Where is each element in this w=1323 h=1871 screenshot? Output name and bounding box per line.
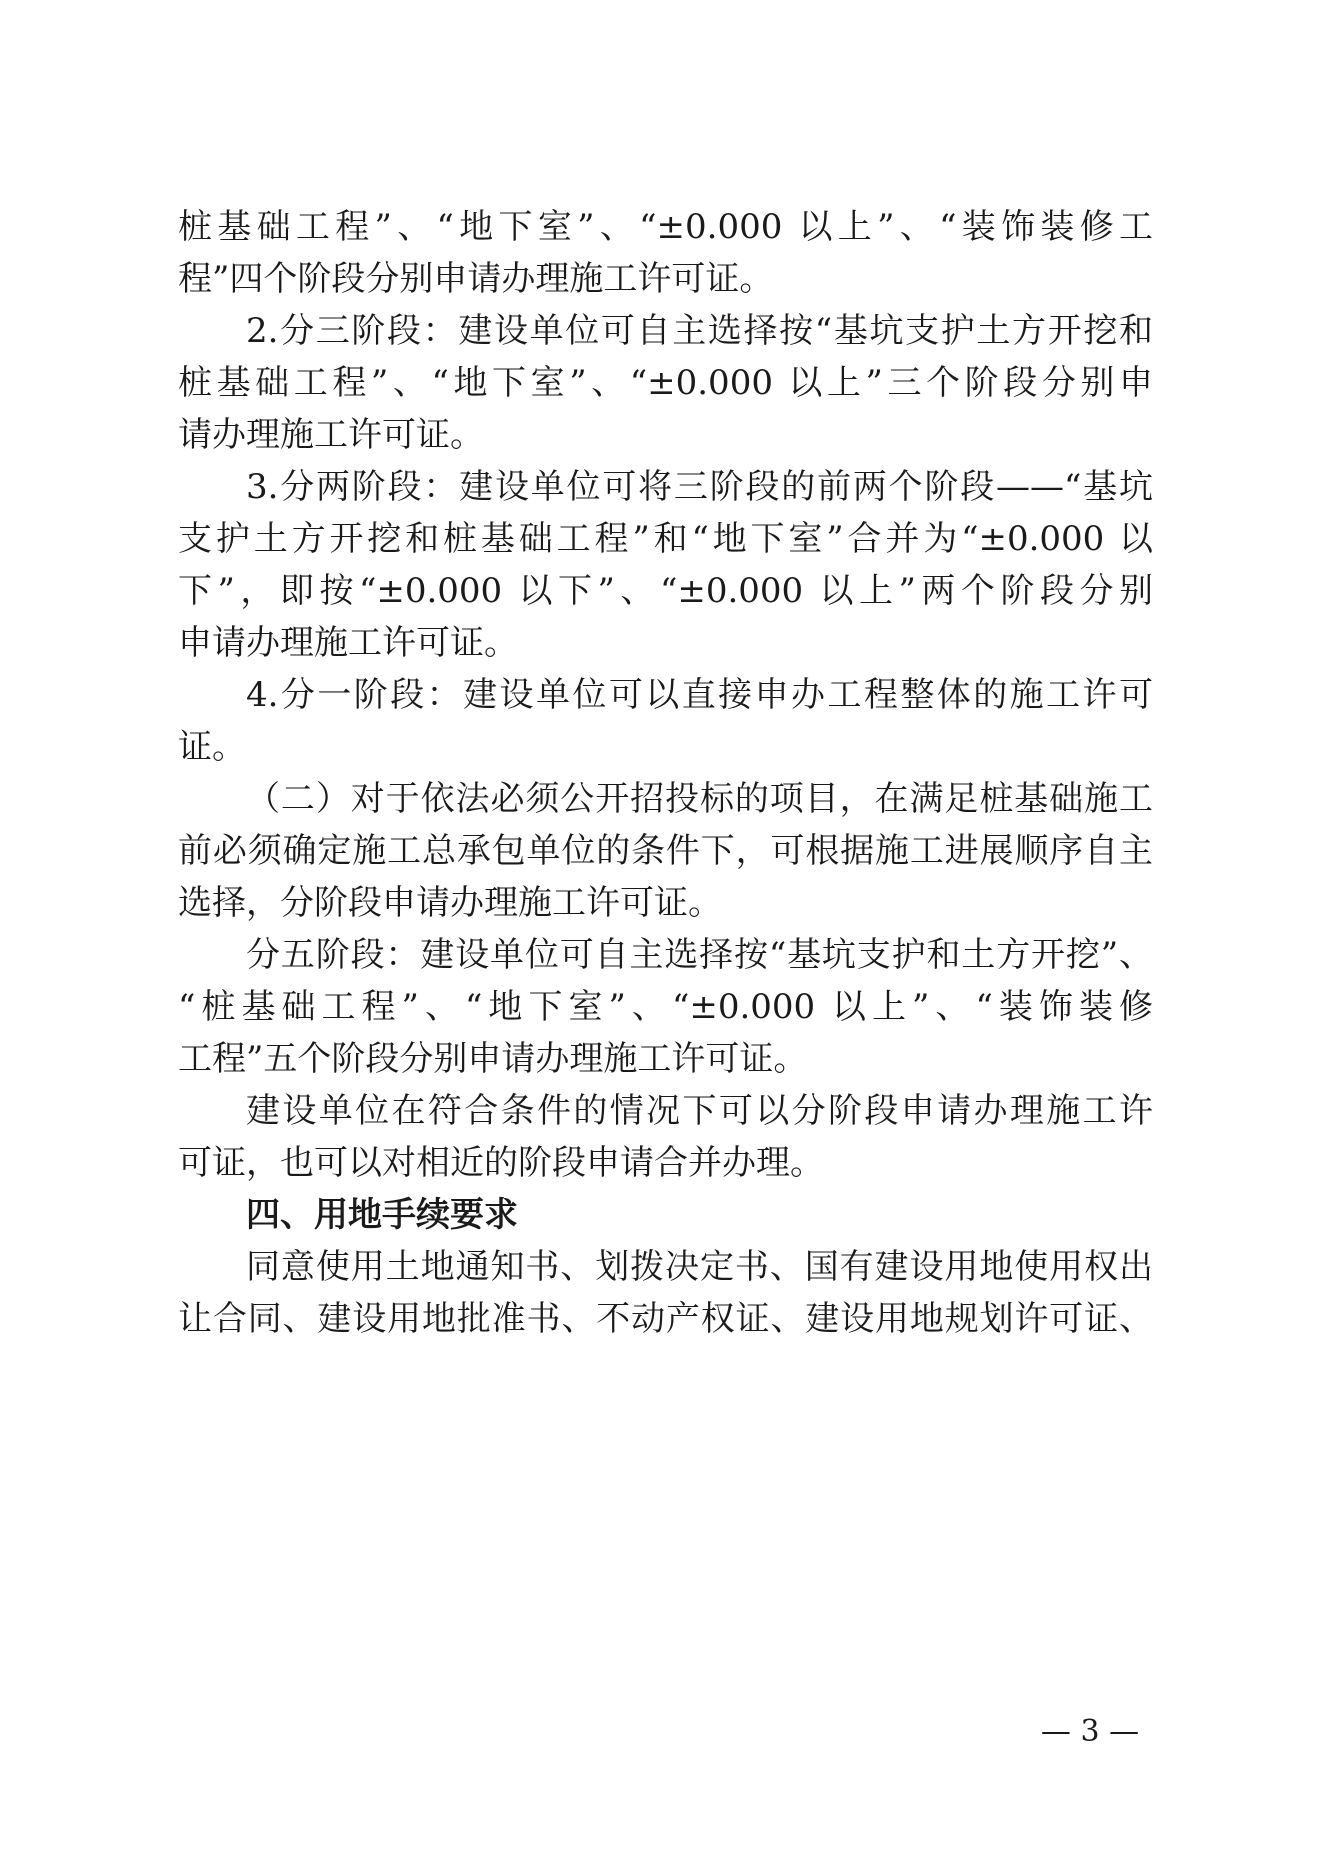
text-line-10: 4.分一阶段：建设单位可以直接申办工程整体的施工许可 [246, 675, 1153, 715]
text-line-18: 建设单位在符合条件的情况下可以分阶段申请办理施工许 [246, 1091, 1153, 1131]
text-line-12: （二）对于依法必须公开招投标的项目，在满足桩基础施工 [246, 779, 1153, 819]
text-line-4: 桩基础工程”、“地下室”、“±0.000 以上”三个阶段分别申 [178, 363, 1153, 403]
text-line-15: 分五阶段：建设单位可自主选择按“基坑支护和土方开挖”、 [246, 935, 1153, 975]
text-line-8: 下”，即按“±0.000 以下”、“±0.000 以上”两个阶段分别 [178, 571, 1153, 611]
text-line-9: 申请办理施工许可证。 [178, 623, 518, 663]
text-line-19: 可证，也可以对相近的阶段申请合并办理。 [178, 1143, 824, 1183]
page-number: — 3 — [1040, 1714, 1140, 1749]
text-line-3: 2.分三阶段：建设单位可自主选择按“基坑支护土方开挖和 [246, 311, 1153, 351]
text-line-5: 请办理施工许可证。 [178, 415, 484, 455]
text-line-2: 程”四个阶段分别申请办理施工许可证。 [178, 259, 774, 299]
text-line-7: 支护土方开挖和桩基础工程”和“地下室”合并为“±0.000 以 [178, 519, 1153, 559]
text-line-6: 3.分两阶段：建设单位可将三阶段的前两个阶段——“基坑 [246, 467, 1153, 507]
text-line-17: 工程”五个阶段分别申请办理施工许可证。 [178, 1039, 808, 1079]
text-line-1: 桩基础工程”、“地下室”、“±0.000 以上”、“装饰装修工 [178, 207, 1153, 247]
text-line-14: 选择，分阶段申请办理施工许可证。 [178, 883, 722, 923]
text-line-13: 前必须确定施工总承包单位的条件下，可根据施工进展顺序自主 [178, 831, 1153, 871]
section-heading: 四、用地手续要求 [246, 1195, 518, 1235]
text-line-16: “桩基础工程”、“地下室”、“±0.000 以上”、“装饰装修 [178, 987, 1153, 1027]
text-line-21: 同意使用土地通知书、划拨决定书、国有建设用地使用权出 [246, 1247, 1153, 1287]
text-line-11: 证。 [178, 727, 246, 767]
text-line-22: 让合同、建设用地批准书、不动产权证、建设用地规划许可证、 [178, 1299, 1153, 1339]
